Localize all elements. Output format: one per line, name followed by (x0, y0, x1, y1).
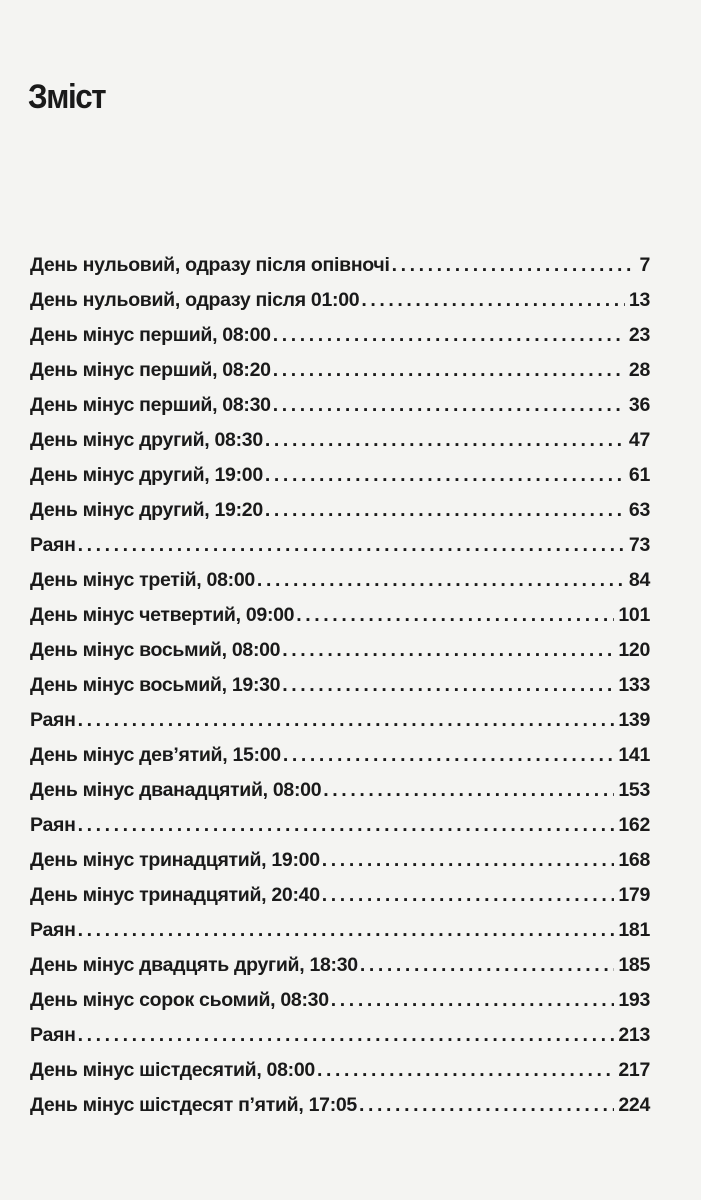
toc-entry-page: 193 (618, 989, 650, 1011)
toc-entry-title: День мінус восьмий, 19:30 (30, 674, 281, 696)
toc-entry (30, 913, 650, 948)
toc-entry-page: 84 (628, 569, 650, 591)
toc-entry (30, 248, 650, 283)
toc-entry-title: День мінус двадцять другий, 18:30 (30, 954, 358, 976)
toc-entry-title: День мінус дванадцятий, 08:00 (30, 779, 322, 801)
toc-entry (30, 948, 650, 983)
dot-leader (392, 248, 636, 283)
toc-entry-page: 73 (628, 534, 650, 556)
toc-entry-page: 162 (618, 814, 650, 836)
dot-leader (282, 668, 614, 703)
toc-entry-title: День мінус восьмий, 08:00 (30, 639, 281, 661)
toc-entry (30, 1088, 650, 1123)
toc-entry-page: 217 (618, 1059, 650, 1081)
toc-entry-title: День мінус тринадцятий, 19:00 (30, 849, 320, 871)
dot-leader (265, 423, 625, 458)
dot-leader (78, 528, 625, 563)
toc-entry-title: День мінус другий, 08:30 (30, 429, 263, 451)
dot-leader (322, 843, 615, 878)
toc-entry (30, 388, 650, 423)
toc-entry-title: День мінус шістдесятий, 08:00 (30, 1059, 315, 1081)
toc-entry-title: День мінус другий, 19:20 (30, 499, 263, 521)
dot-leader (273, 353, 625, 388)
toc-entry-title: Раян (30, 919, 76, 941)
dot-leader (265, 458, 625, 493)
toc-entry-page: 23 (628, 324, 650, 346)
toc-entry-page: 185 (618, 954, 650, 976)
dot-leader (257, 563, 625, 598)
toc-entry (30, 318, 650, 353)
dot-leader (273, 388, 625, 423)
toc-entry-title: День мінус тринадцятий, 20:40 (30, 884, 320, 906)
dot-leader (265, 493, 625, 528)
toc-entry-page: 213 (618, 1024, 650, 1046)
toc-entry-title: День мінус четвертий, 09:00 (30, 604, 295, 626)
toc-entry-title: День мінус перший, 08:30 (30, 394, 271, 416)
toc-entry-title: День мінус шістдесят п’ятий, 17:05 (30, 1094, 357, 1116)
dot-leader (283, 738, 615, 773)
dot-leader (78, 913, 615, 948)
toc-entry (30, 528, 650, 563)
toc-entry (30, 738, 650, 773)
page-title: Зміст (28, 78, 106, 116)
toc-entry (30, 843, 650, 878)
dot-leader (317, 1053, 614, 1088)
dot-leader (359, 1088, 614, 1123)
toc-entry-page: 36 (628, 394, 650, 416)
toc-entry-page: 181 (618, 919, 650, 941)
toc-entry (30, 1053, 650, 1088)
toc-entry-page: 133 (618, 674, 650, 696)
toc-entry (30, 773, 650, 808)
dot-leader (323, 773, 614, 808)
toc-entry (30, 493, 650, 528)
toc-entry-page: 168 (618, 849, 650, 871)
dot-leader (282, 633, 614, 668)
toc-entry (30, 598, 650, 633)
toc-entry-page: 141 (618, 744, 650, 766)
toc-entry-title: Раян (30, 814, 76, 836)
toc-entry (30, 283, 650, 318)
toc-entry (30, 668, 650, 703)
dot-leader (78, 1018, 615, 1053)
toc-entry-title: Раян (30, 1024, 76, 1046)
toc-entry-page: 7 (639, 254, 650, 276)
toc-entry-page: 153 (618, 779, 650, 801)
toc-entry-title: День мінус сорок сьомий, 08:30 (30, 989, 329, 1011)
toc-entry (30, 808, 650, 843)
toc-entry (30, 1018, 650, 1053)
toc-entry-page: 139 (618, 709, 650, 731)
toc-entry-page: 28 (628, 359, 650, 381)
dot-leader (296, 598, 614, 633)
toc-entry-title: День мінус перший, 08:20 (30, 359, 271, 381)
toc-entry-page: 120 (618, 639, 650, 661)
toc-entry (30, 563, 650, 598)
toc-entry-page: 61 (628, 464, 650, 486)
toc-entry-title: Раян (30, 534, 76, 556)
toc-entry (30, 458, 650, 493)
toc-entry-page: 13 (628, 289, 650, 311)
dot-leader (331, 983, 615, 1018)
toc-entry (30, 353, 650, 388)
toc-entry (30, 983, 650, 1018)
dot-leader (78, 808, 615, 843)
dot-leader (273, 318, 625, 353)
toc-entry-page: 179 (618, 884, 650, 906)
toc-entry-page: 47 (628, 429, 650, 451)
toc-entry-title: День мінус третій, 08:00 (30, 569, 255, 591)
dot-leader (322, 878, 615, 913)
dot-leader (78, 703, 615, 738)
toc-entry (30, 703, 650, 738)
dot-leader (361, 283, 625, 318)
toc-entry-page: 101 (618, 604, 650, 626)
toc-entry-title: День мінус дев’ятий, 15:00 (30, 744, 281, 766)
dot-leader (360, 948, 615, 983)
table-of-contents (30, 248, 650, 1123)
toc-entry (30, 878, 650, 913)
toc-entry-title: День нульовий, одразу після 01:00 (30, 289, 360, 311)
toc-entry-title: День нульовий, одразу після опівночі (30, 254, 390, 276)
toc-entry (30, 633, 650, 668)
toc-entry (30, 423, 650, 458)
toc-entry-title: День мінус другий, 19:00 (30, 464, 263, 486)
toc-entry-title: День мінус перший, 08:00 (30, 324, 271, 346)
toc-entry-page: 224 (618, 1094, 650, 1116)
toc-entry-title: Раян (30, 709, 76, 731)
toc-entry-page: 63 (628, 499, 650, 521)
